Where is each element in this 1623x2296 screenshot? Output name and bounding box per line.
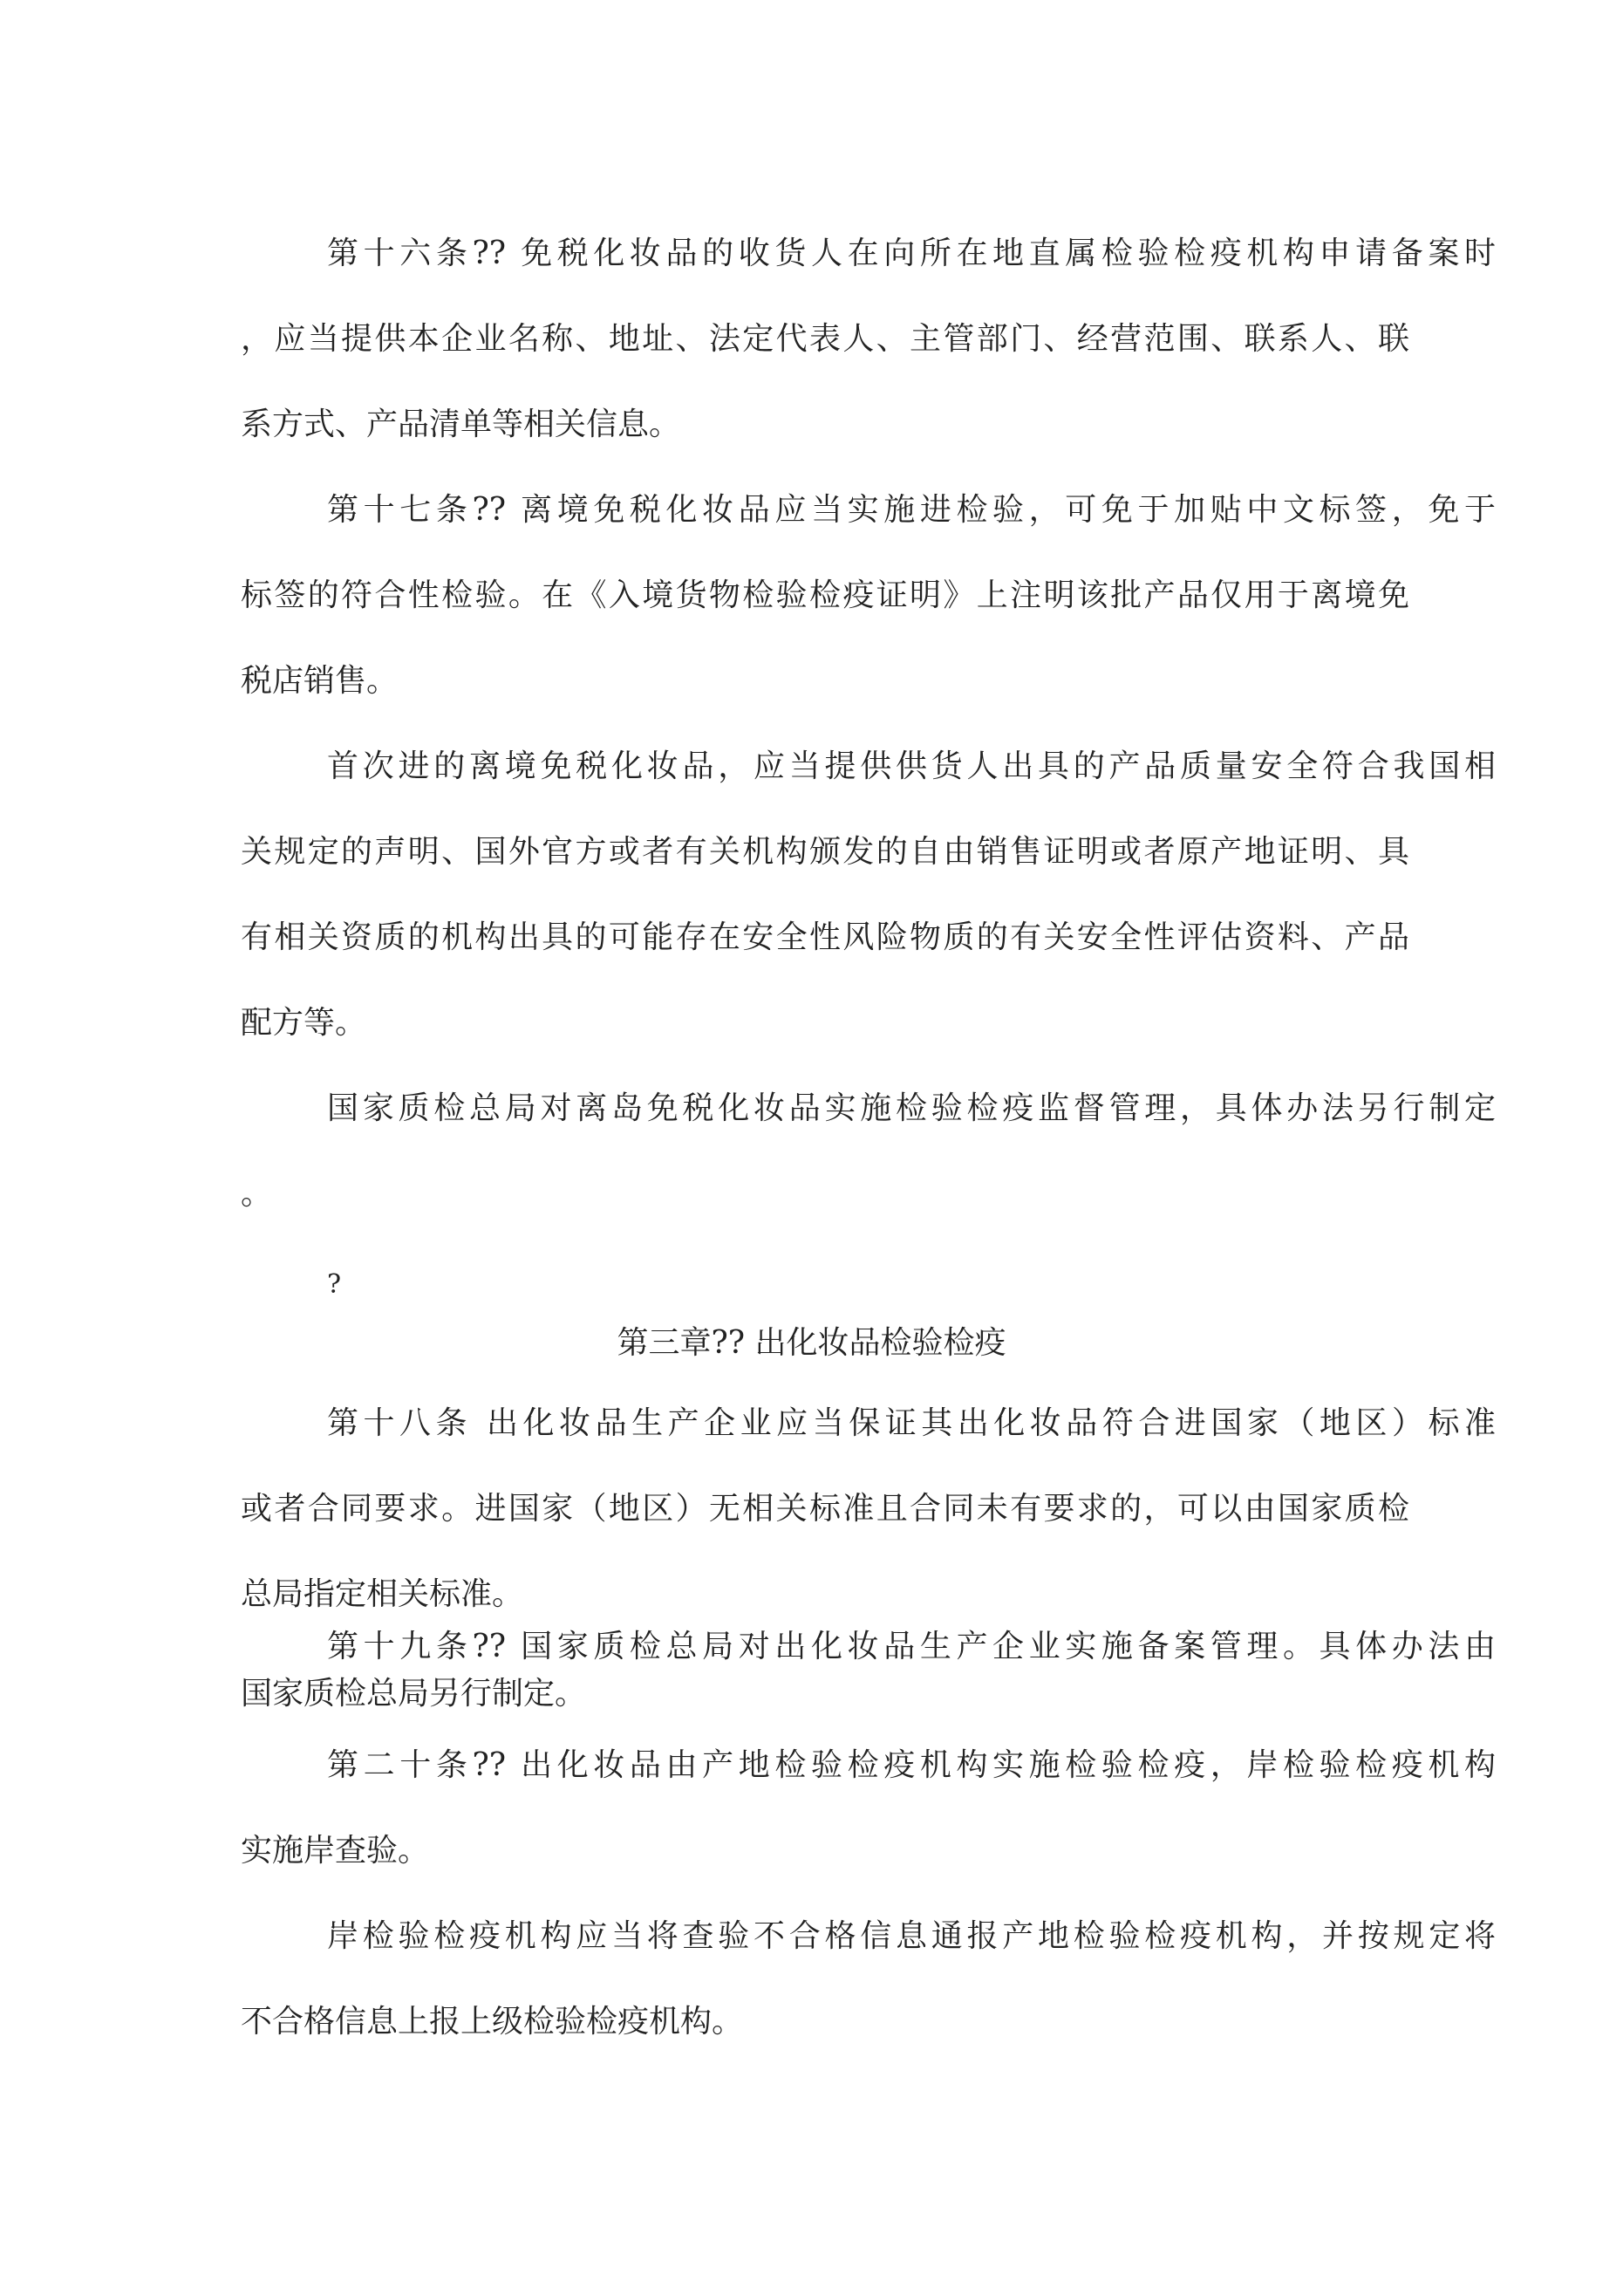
- article-18-line-1: 第十八条 出化妆品生产企业应当保证其出化妆品符合进国家（地区）标准: [327, 1405, 1496, 1441]
- article-18-line-3: 总局指定相关标准。: [241, 1576, 524, 1612]
- stray-question-mark: ?: [327, 1269, 342, 1300]
- article-17-line-3: 税店销售。: [241, 663, 399, 699]
- chapter-3-heading: 第三章?? 出化妆品检验检疫: [617, 1325, 1006, 1361]
- article-18-line-2: 或者合同要求。进国家（地区）无相关标准且合同未有要求的，可以由国家质检: [241, 1491, 1409, 1527]
- article-17-line-2: 标签的符合性检验。在《入境货物检验检疫证明》上注明该批产品仅用于离境免: [241, 577, 1409, 613]
- article-19-line-2: 国家质检总局另行制定。: [241, 1676, 587, 1712]
- article-19-line-1: 第十九条?? 国家质检总局对出化妆品生产企业实施备案管理。具体办法由: [327, 1629, 1496, 1664]
- article-17-para-2-line-2: 关规定的声明、国外官方或者有关机构颁发的自由销售证明或者原产地证明、具: [241, 834, 1409, 870]
- article-17-para-3-line-2: 。: [241, 1176, 273, 1212]
- article-16-line-2: ，应当提供本企业名称、地址、法定代表人、主管部门、经营范围、联系人、联: [241, 321, 1409, 357]
- article-17-line-1: 第十七条?? 离境免税化妆品应当实施进检验，可免于加贴中文标签，免于: [327, 492, 1496, 528]
- article-20-para-2-line-1: 岸检验检疫机构应当将查验不合格信息通报产地检验检疫机构，并按规定将: [327, 1918, 1496, 1954]
- article-20-line-1: 第二十条?? 出化妆品由产地检验检疫机构实施检验检疫，岸检验检疫机构: [327, 1747, 1496, 1783]
- article-16-line-1: 第十六条?? 免税化妆品的收货人在向所在地直属检验检疫机构申请备案时: [327, 236, 1496, 271]
- article-16-line-3: 系方式、产品清单等相关信息。: [241, 407, 681, 442]
- article-20-para-2-line-2: 不合格信息上报上级检验检疫机构。: [241, 2004, 744, 2040]
- article-17-para-3-line-1: 国家质检总局对离岛免税化妆品实施检验检疫监督管理，具体办法另行制定: [327, 1090, 1496, 1126]
- article-20-line-2: 实施岸查验。: [241, 1833, 430, 1869]
- article-17-para-2-line-4: 配方等。: [241, 1005, 367, 1041]
- article-17-para-2-line-1: 首次进的离境免税化妆品，应当提供供货人出具的产品质量安全符合我国相: [327, 748, 1496, 784]
- article-17-para-2-line-3: 有相关资质的机构出具的可能存在安全性风险物质的有关安全性评估资料、产品: [241, 919, 1409, 955]
